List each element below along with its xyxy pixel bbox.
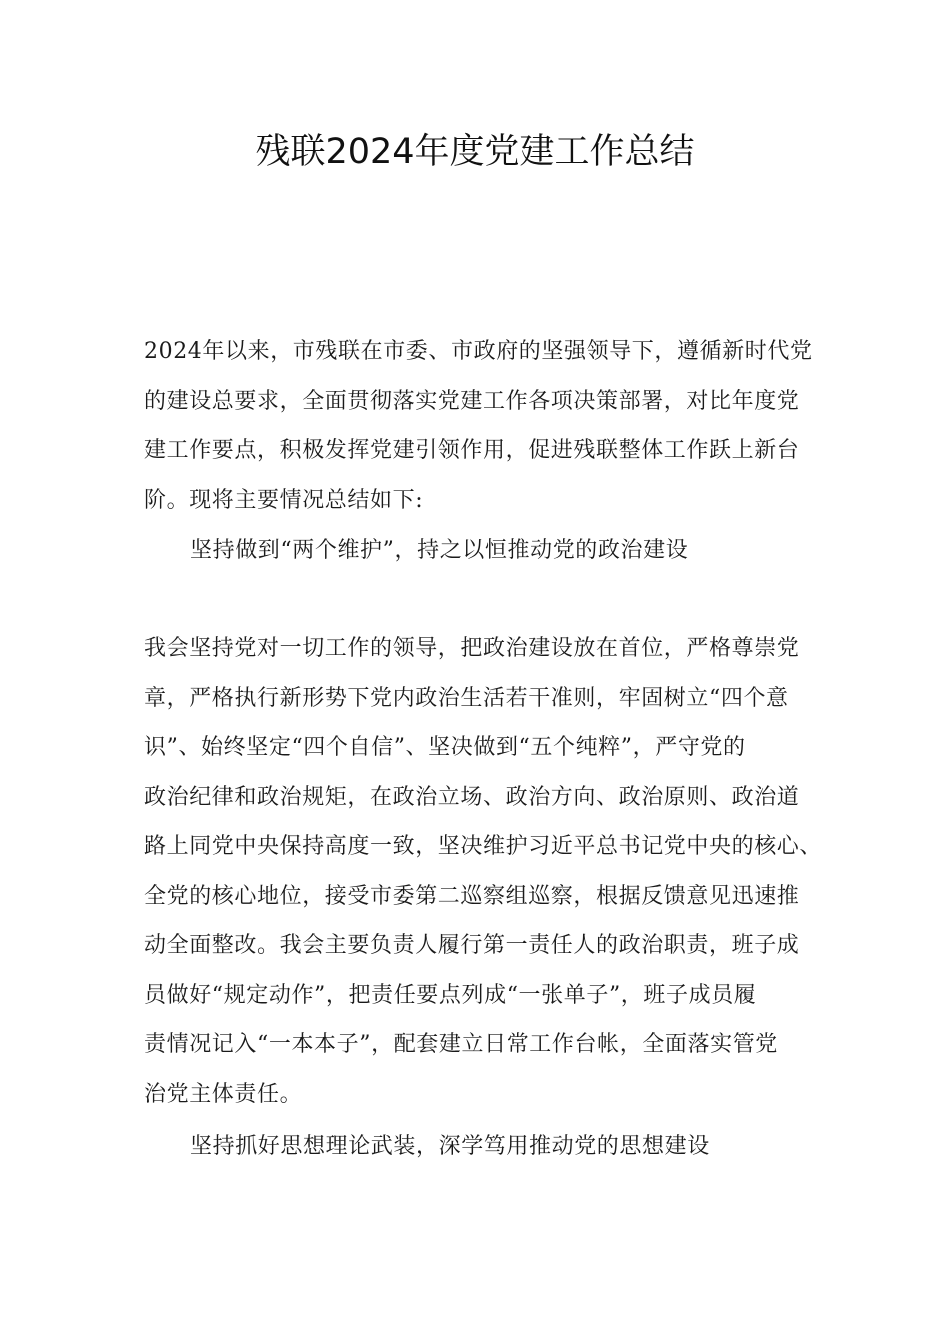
paragraph-line: 员做好“规定动作”，把责任要点列成“一张单子”，班子成员履 — [144, 982, 757, 1008]
intro-line: 2024年以来，市残联在市委、市政府的坚强领导下，遵循新时代党 — [144, 339, 813, 364]
intro-line: 建工作要点，积极发挥党建引领作用，促进残联整体工作跃上新台 — [144, 438, 800, 463]
intro-line: 的建设总要求，全面贯彻落实党建工作各项决策部署，对比年度党 — [144, 388, 800, 414]
document-title: 残联2024年度党建工作总结 — [255, 132, 695, 172]
section-heading-ideological: 坚持抓好思想理论武装，深学笃用推动党的思想建设 — [190, 1134, 710, 1159]
paragraph-line: 责情况记入“一本本子”，配套建立日常工作台帐，全面落实管党 — [144, 1032, 778, 1057]
paragraph-line: 动全面整改。我会主要负责人履行第一责任人的政治职责，班子成 — [144, 933, 800, 958]
paragraph-line: 识”、始终坚定“四个自信”、坚决做到“五个纯粹”，严守党的 — [144, 735, 746, 760]
paragraph-line: 章，严格执行新形势下党内政治生活若干准则，牢固树立“四个意 — [144, 685, 789, 711]
paragraph-line: 政治纪律和政治规矩，在政治立场、政治方向、政治原则、政治道 — [144, 784, 800, 810]
paragraph-line: 我会坚持党对一切工作的领导，把政治建设放在首位，严格尊崇党 — [144, 636, 800, 661]
paragraph-line: 全党的核心地位，接受市委第二巡察组巡察，根据反馈意见迅速推 — [144, 883, 800, 909]
paragraph-line: 治党主体责任。 — [144, 1081, 303, 1107]
section-heading-political: 坚持做到“两个维护”，持之以恒推动党的政治建设 — [190, 538, 689, 563]
intro-paragraph — [144, 327, 824, 525]
section-political-paragraph — [144, 624, 824, 1119]
paragraph-line: 路上同党中央保持高度一致，坚决维护习近平总书记党中央的核心、 — [144, 834, 823, 859]
intro-line: 阶。现将主要情况总结如下: — [144, 487, 424, 513]
